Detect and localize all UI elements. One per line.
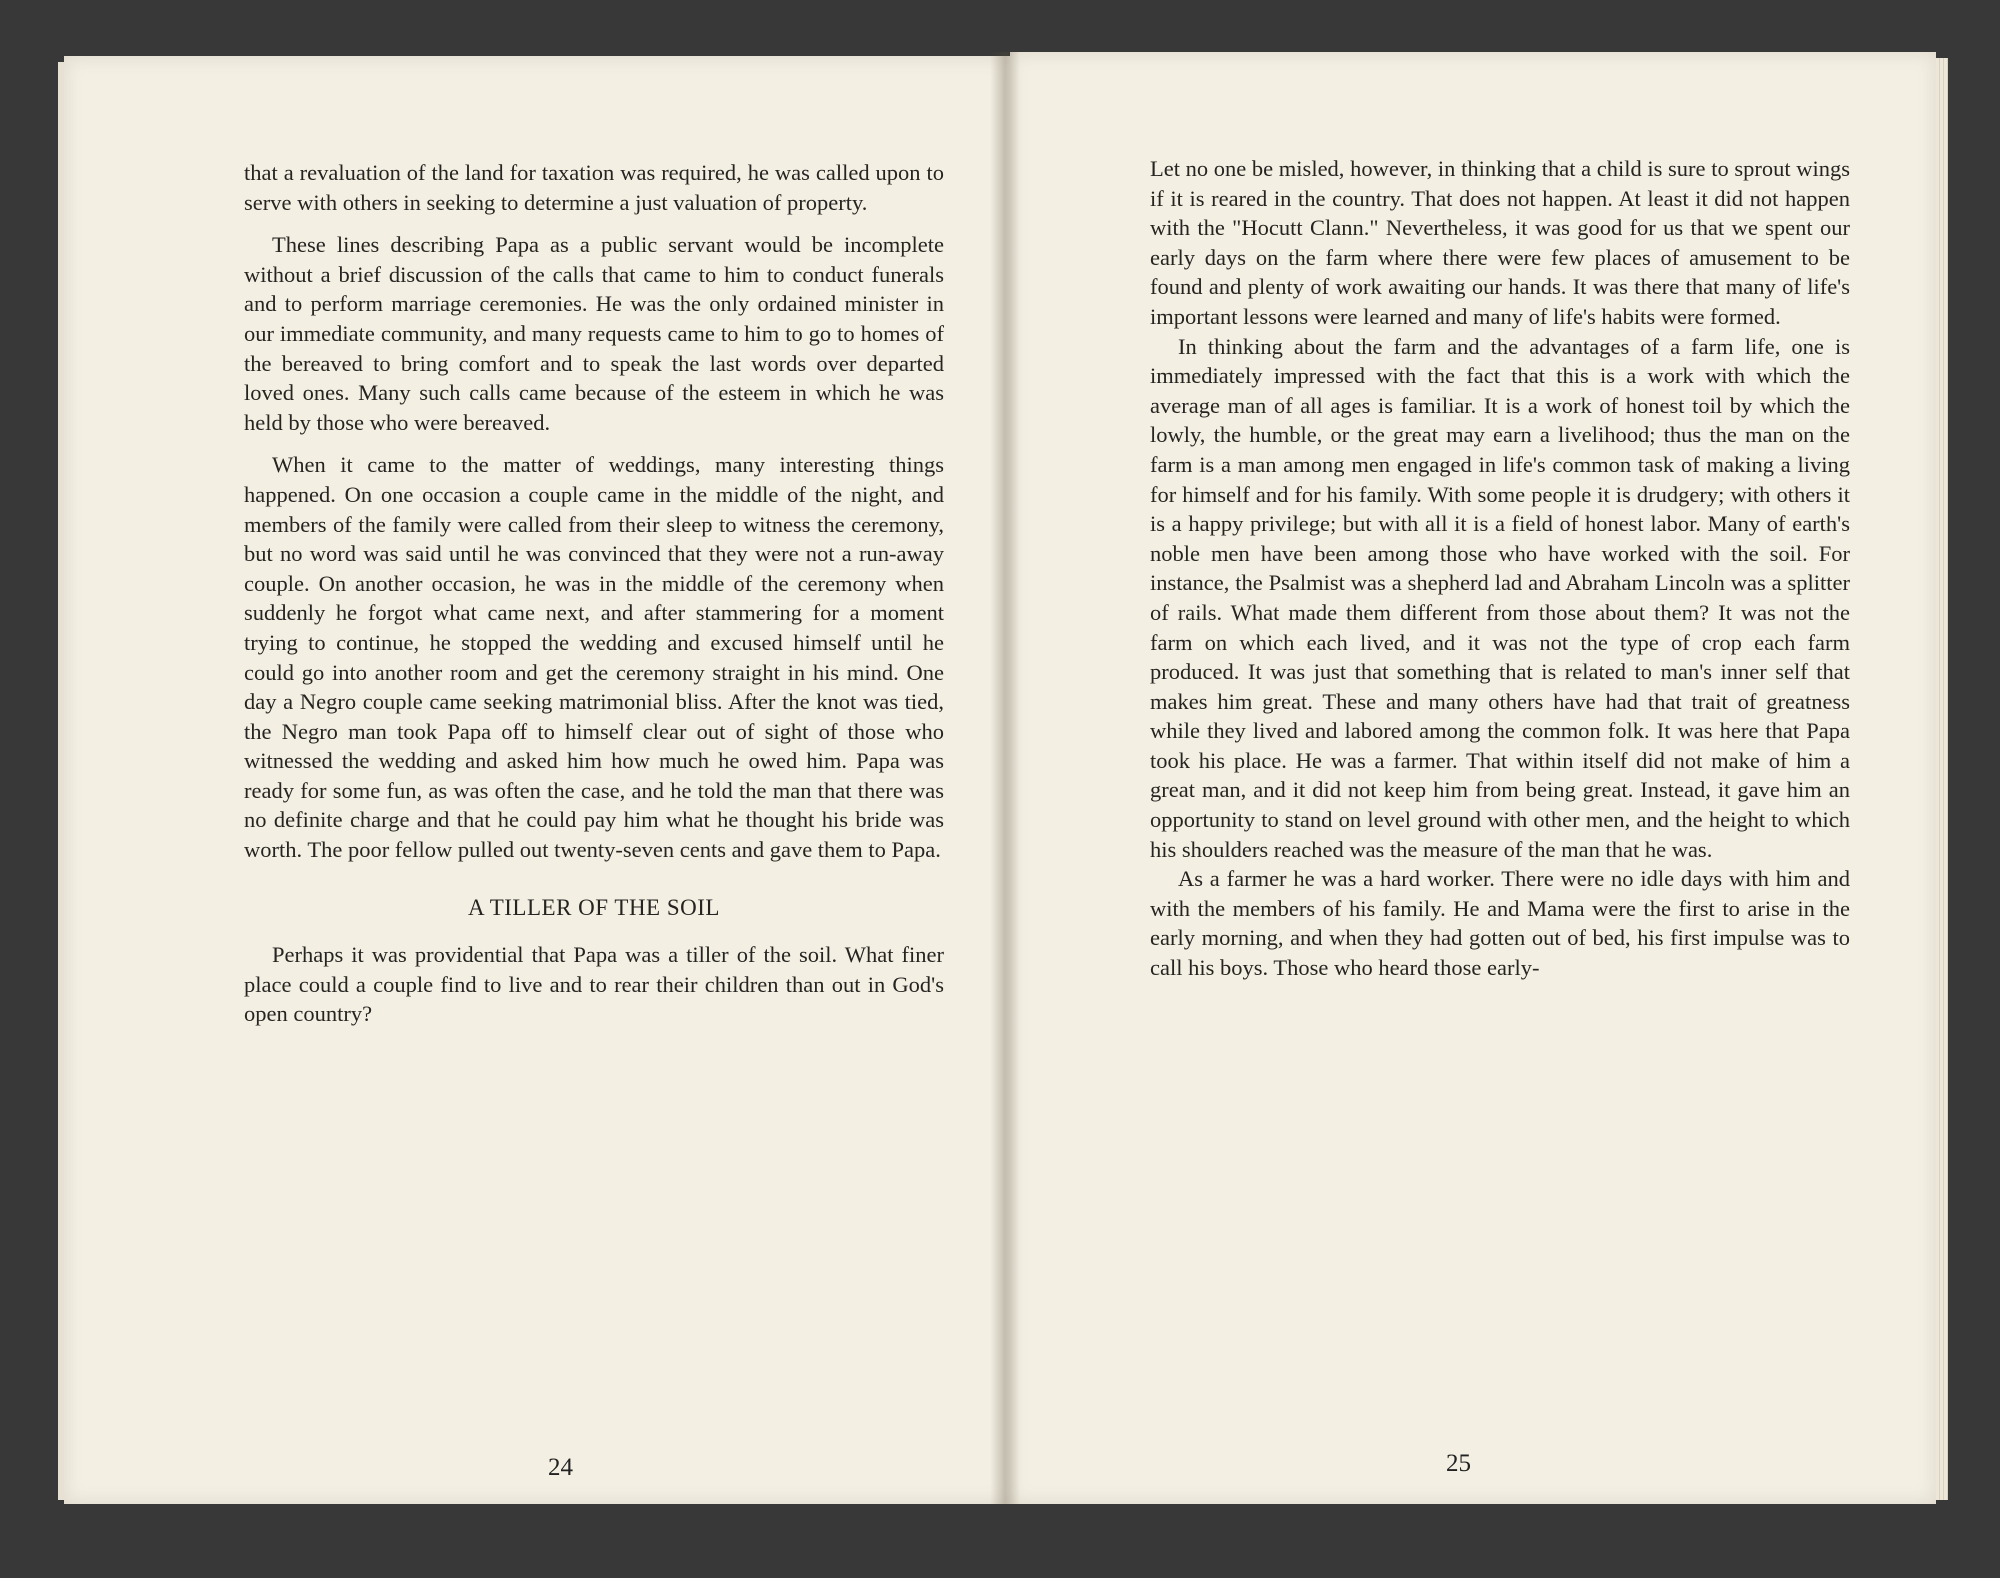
right-page — [1010, 52, 1936, 1504]
left-page — [64, 56, 1010, 1504]
left-paragraph: When it came to the matter of weddings, many interesting things happened. On one occasion a couple came in the middle of the night, and members of the family were called from their sleep to witness the ceremony, but no word was said until he was convinced that they were not a run-away couple. On another occasion, he was in the middle of the ceremony when suddenly he forgot what came next, and after stammering for a moment trying to continue, he stopped the wedding and excused himself until he could go into another room and get the ceremony straight in his mind. One day a Negro couple came seeking matrimonial bliss. After the knot was tied, the Negro man took Papa off to himself clear out of sight of those who witnessed the wedding and asked him how much he owed him. Papa was ready for some fun, as was often the case, and he told the man that there was no definite charge and that he could pay him what he thought his bride was worth. The poor fellow pulled out twenty-seven cents and gave them to Papa. — [244, 452, 944, 863]
section-heading: A TILLER OF THE SOIL — [468, 894, 720, 920]
right-page-text — [1150, 154, 1850, 983]
left-paragraph: These lines describing Papa as a public servant would be incomplete without a brief discussion of the calls that came to him to conduct funerals and to perform marriage ceremonies. He was the only ordained minister in our immediate community, and many requests came to him to go to homes of the bereaved to bring comfort and to speak the last words over departed loved ones. Many such calls came because of the esteem in which he was held by those who were bereaved. — [244, 232, 944, 435]
right-paragraph: As a farmer he was a hard worker. There were no idle days with him and with the members of his family. He and Mama were the first to arise in the early morning, and when they had gotten out of bed, his first impulse was to call his boys. Those who heard those early- — [1150, 866, 1850, 981]
page-number-right: 25 — [1446, 1450, 1471, 1477]
right-paragraph: In thinking about the farm and the advantages of a farm life, one is immediately impressed with the fact that this is a work with which the average man of all ages is familiar. It is a work of honest toil by which the lowly, the humble, or the great may earn a livelihood; thus the man on the farm is a man among men engaged in life's common task of making a living for himself and for his family. With some people it is drudgery; with others it is a happy privilege; but with all it is a field of honest labor. Many of earth's noble men have been among those who have worked with the soil. For instance, the Psalmist was a shepherd lad and Abraham Lincoln was a splitter of rails. What made them different from those about them? It was not the farm on which each lived, and it was not the type of crop each farm produced. It was just that something that is related to man's inner self that makes him great. These and many others have had that trait of greatness while they lived and labored among the common folk. It was here that Papa took his place. He was a farmer. That within itself did not make of him a great man, and it did not keep him from being great. Instead, it gave him an opportunity to stand on level ground with other men, and the height to which his shoulders reached was the measure of the man that he was. — [1150, 333, 1850, 862]
left-page-text — [244, 158, 944, 1042]
book-gutter — [990, 52, 1020, 1504]
right-paragraph: Let no one be misled, however, in thinking that a child is sure to sprout wings if it is reared in the country. That does not happen. At least it did not happen with the "Hocutt Clann." Nevertheless, it was good for us that we spent our early days on the farm where there were few places of amusement to be found and plenty of work awaiting our hands. It was there that many of life's important lessons were learned and many of life's habits were formed. — [1150, 156, 1850, 329]
page-number-left: 24 — [548, 1454, 573, 1481]
left-paragraph: Perhaps it was providential that Papa was a tiller of the soil. What finer place could a couple find to live and to rear their children than out in God's open country? — [244, 942, 944, 1027]
left-paragraph: that a revaluation of the land for taxation was required, he was called upon to serve with others in seeking to determine a just valuation of property. — [244, 160, 944, 215]
